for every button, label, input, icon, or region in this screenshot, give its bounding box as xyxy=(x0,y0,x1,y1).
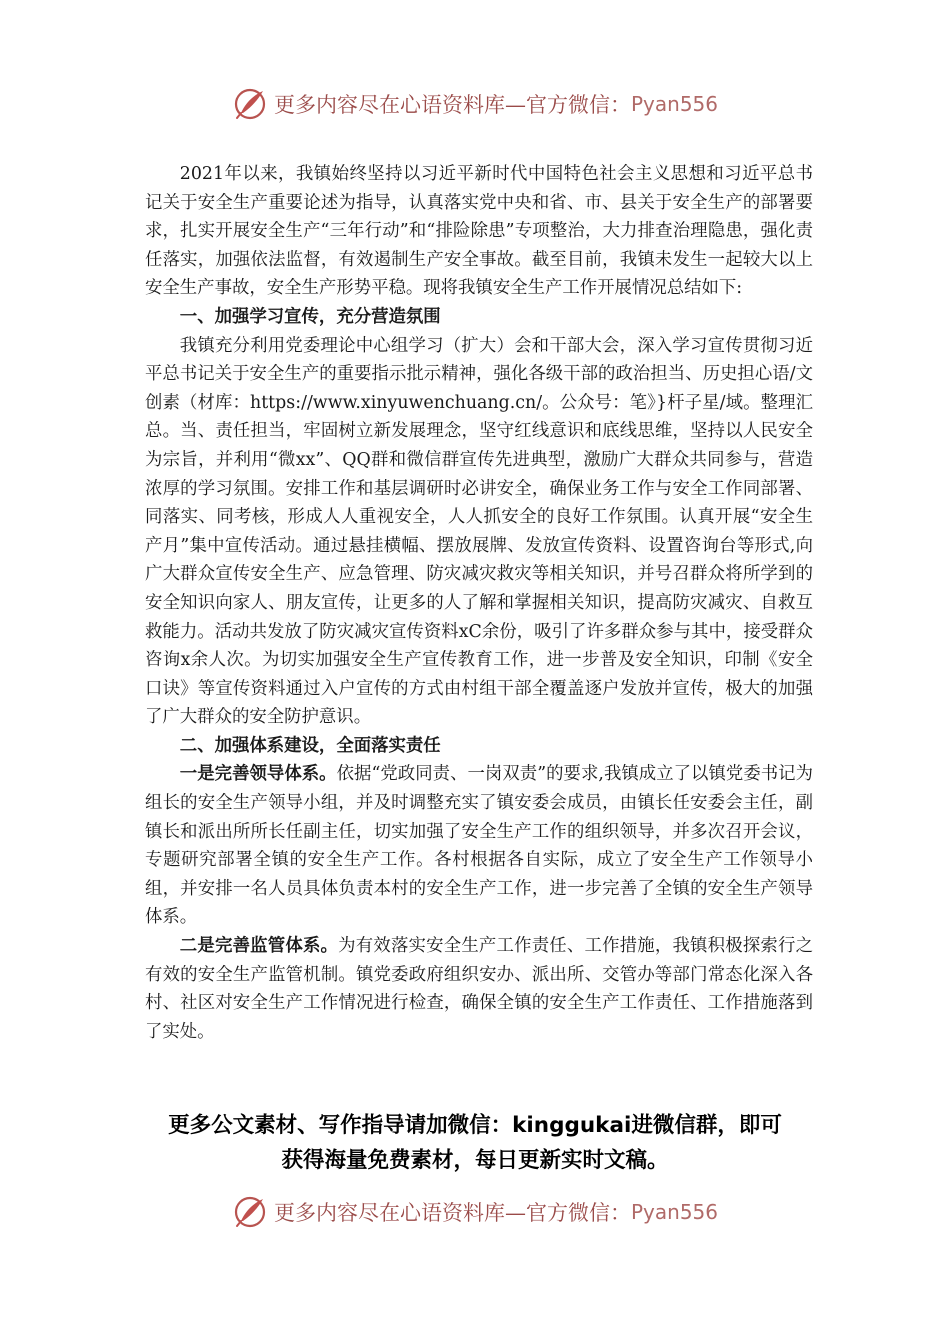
item-2-lead: 二是完善监管体系。 xyxy=(179,936,339,957)
section-1-paragraph: 我镇充分利用党委理论中心组学习（扩大）会和干部大会，深入学习宣传贯彻习近平总书记关于安全生产的重要指示批示精神，强化各级干部的政治担当、历史担心语/文创素（材库：https://www.xinyuwenchuang.cn/。公众号：笔》}杆子星/域。整理汇总。当、责任担当，牢固树立新发展理念，坚守红线意识和底线思维，坚持以人民安全为宗旨，并利用“微xx”、QQ群和微信群宣传先进典型，激励广大群众共同参与，营造浓厚的学习氛围。安排工作和基层调研时必讲安全，确保业务工作与安全工作同部署、同落实、同考核，形成人人重视安全，人人抓安全的良好工作氛围。认真开展“安全生产月”集中宣传活动。通过悬挂横幅、摆放展牌、发放宣传资料、设置咨询台等形式,向广大群众宣传安全生产、应急管理、防灾减灾救灾等相关知识，并号召群众将所学到的安全知识向家人、朋友宣传，让更多的人了解和掌握相关知识，提高防灾减灾、自救互救能力。活动共发放了防灾减灾宣传资料xC余份，吸引了许多群众参与其中，接受群众咨询x余人次。为切实加强安全生产宣传教育工作，进一步普及安全知识，印制《安全口诀》等宣传资料通过入户宣传的方式由村组干部全覆盖逐户发放并宣传，极大的加强了广大群众的安全防护意识。 xyxy=(145,335,813,728)
watermark-text: 更多内容尽在心语资料库—官方微信： xyxy=(273,1201,631,1225)
section-2-item-1 xyxy=(145,760,813,932)
promo-notice xyxy=(120,1108,830,1178)
promo-line-1: 更多公文素材、写作指导请加微信：kinggukai进微信群，即可 xyxy=(168,1113,782,1138)
document-body xyxy=(145,160,813,1046)
feather-pen-icon xyxy=(232,86,268,122)
promo-line-2: 获得海量免费素材，每日更新实时文稿。 xyxy=(281,1148,669,1173)
item-2-text: 为有效落实安全生产工作责任、工作措施，我镇积极探索行之有效的安全生产监管机制。镇党委政府组织安办、派出所、交管办等部门常态化深入各村、社区对安全生产工作情况进行检查，确保全镇的安全生产工作责任、工作措施落到了实处。 xyxy=(145,936,813,1042)
section-2-heading: 二、加强体系建设，全面落实责任 xyxy=(179,735,441,756)
item-1-text: 依据“党政同责、一岗双责”的要求,我镇成立了以镇党委书记为组长的安全生产领导小组，并及时调整充实了镇安委会成员，由镇长任安委会主任，副镇长和派出所所长任副主任，切实加强了安全生产工作的组织领导，并多次召开会议，专题研究部署全镇的安全生产工作。各村根据各自实际，成立了安全生产工作领导小组，并安排一名人员具体负责本村的安全生产工作，进一步完善了全镇的安全生产领导体系。 xyxy=(145,764,813,928)
feather-pen-icon xyxy=(232,1194,268,1230)
section-2-item-2 xyxy=(145,932,813,1046)
watermark-banner-bottom xyxy=(0,1192,950,1232)
watermark-text: 更多内容尽在心语资料库—官方微信： xyxy=(273,93,631,117)
watermark-wechat-id: Pyan556 xyxy=(630,1200,718,1224)
watermark-banner-top xyxy=(0,84,950,124)
item-1-lead: 一是完善领导体系。 xyxy=(179,764,337,785)
intro-paragraph: 2021年以来，我镇始终坚持以习近平新时代中国特色社会主义思想和习近平总书记关于安全生产重要论述为指导，认真落实党中央和省、市、县关于安全生产的部署要求，扎实开展安全生产“三年行动”和“排险除患”专项整治，大力排查治理隐患，强化责任落实，加强依法监督，有效遏制生产安全事故。截至目前，我镇未发生一起较大以上安全生产事故，安全生产形势平稳。现将我镇安全生产工作开展情况总结如下: xyxy=(145,164,813,299)
watermark-wechat-id: Pyan556 xyxy=(630,92,718,116)
section-1-heading: 一、加强学习宣传，充分营造氛围 xyxy=(179,306,441,327)
